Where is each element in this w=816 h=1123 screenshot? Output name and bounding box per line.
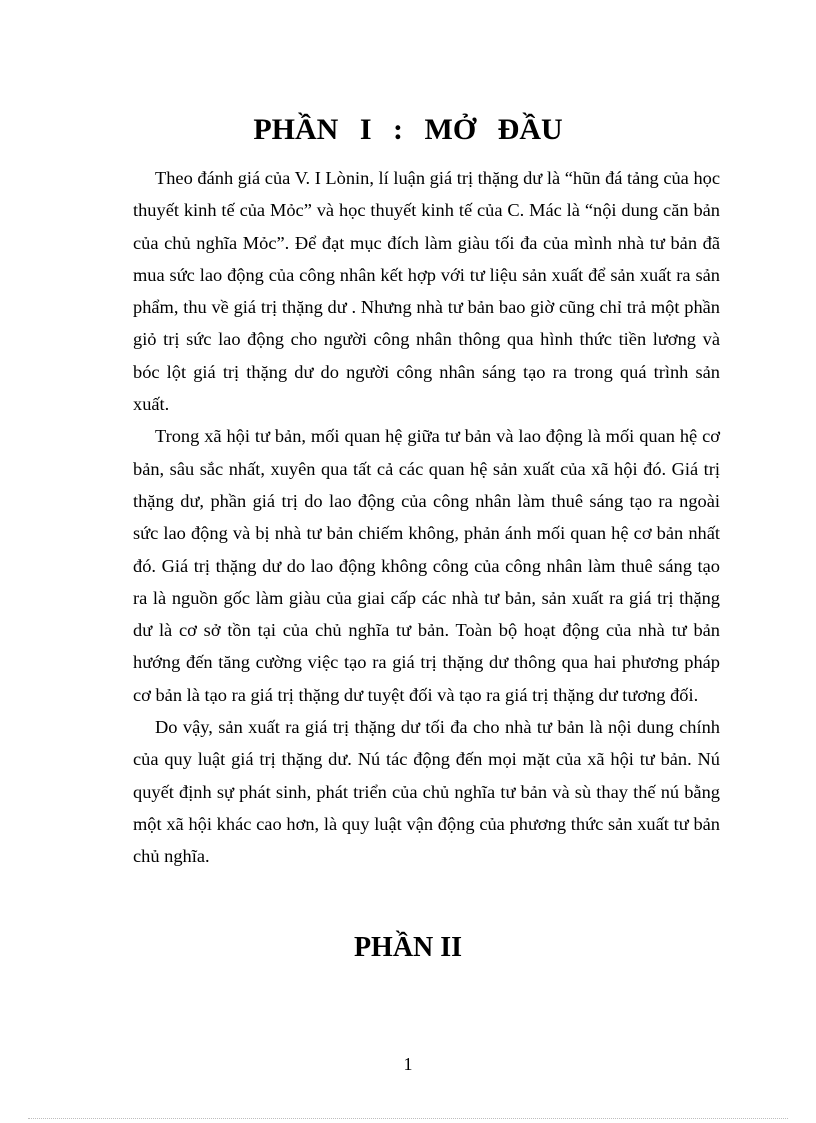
body-text (133, 162, 720, 873)
paragraph-1: Theo đánh giá của V. I Lònin, lí luận giá trị thặng dư là “hũn đá tảng của học thuyết kinh tế của Mỏc” và học thuyết kinh tế của C. Mác là “nội dung căn bản của chủ nghĩa Mỏc”. Để đạt mục đích làm giàu tối đa của mình nhà tư bản đã mua sức lao động của công nhân kết hợp với tư liệu sản xuất để sản xuất ra sản phẩm, thu về giá trị thặng dư . Nhưng nhà tư bản bao giờ cũng chỉ trả một phần giỏ trị sức lao động cho người công nhân thông qua hình thức tiền lương và bóc lột giá trị thặng dư do người công nhân sáng tạo ra trong quá trình sản xuất. (133, 168, 720, 415)
page-bottom-divider (28, 1118, 788, 1119)
section-heading-part-2: PHẦN II (353, 932, 463, 963)
page-number: 1 (403, 1054, 413, 1074)
paragraph-2: Trong xã hội tư bản, mối quan hệ giữa tư bản và lao động là mối quan hệ cơ bản, sâu sắc nhất, xuyên qua tất cả các quan hệ sản xuất của xã hội đó. Giá trị thặng dư, phần giá trị do lao động của công nhân làm thuê sáng tạo ra ngoài sức lao động và bị nhà tư bản chiếm không, phản ánh mối quan hệ cơ bản nhất đó. Giá trị thặng dư do lao động không công của công nhân làm thuê sáng tạo ra là nguồn gốc làm giàu của giai cấp các nhà tư bản, sản xuất ra giá trị thặng dư là cơ sở tồn tại của chủ nghĩa tư bản. Toàn bộ hoạt động của nhà tư bản hướng đến tăng cường việc tạo ra giá trị thặng dư thông qua hai phương pháp cơ bản là tạo ra giá trị thặng dư tuyệt đối và tạo ra giá trị thặng dư tương đối. (133, 426, 720, 705)
paragraph-3: Do vậy, sản xuất ra giá trị thặng dư tối đa cho nhà tư bản là nội dung chính của quy luật giá trị thặng dư. Nú tác động đến mọi mặt của xã hội tư bản. Nú quyết định sự phát sinh, phát triển của chủ nghĩa tư bản và sù thay thế nú bằng một xã hội khác cao hơn, là quy luật vận động của phương thức sản xuất tư bản chủ nghĩa. (133, 717, 720, 867)
section-heading-part-1: PHẦN I : MỞ ĐẦU (253, 113, 563, 146)
